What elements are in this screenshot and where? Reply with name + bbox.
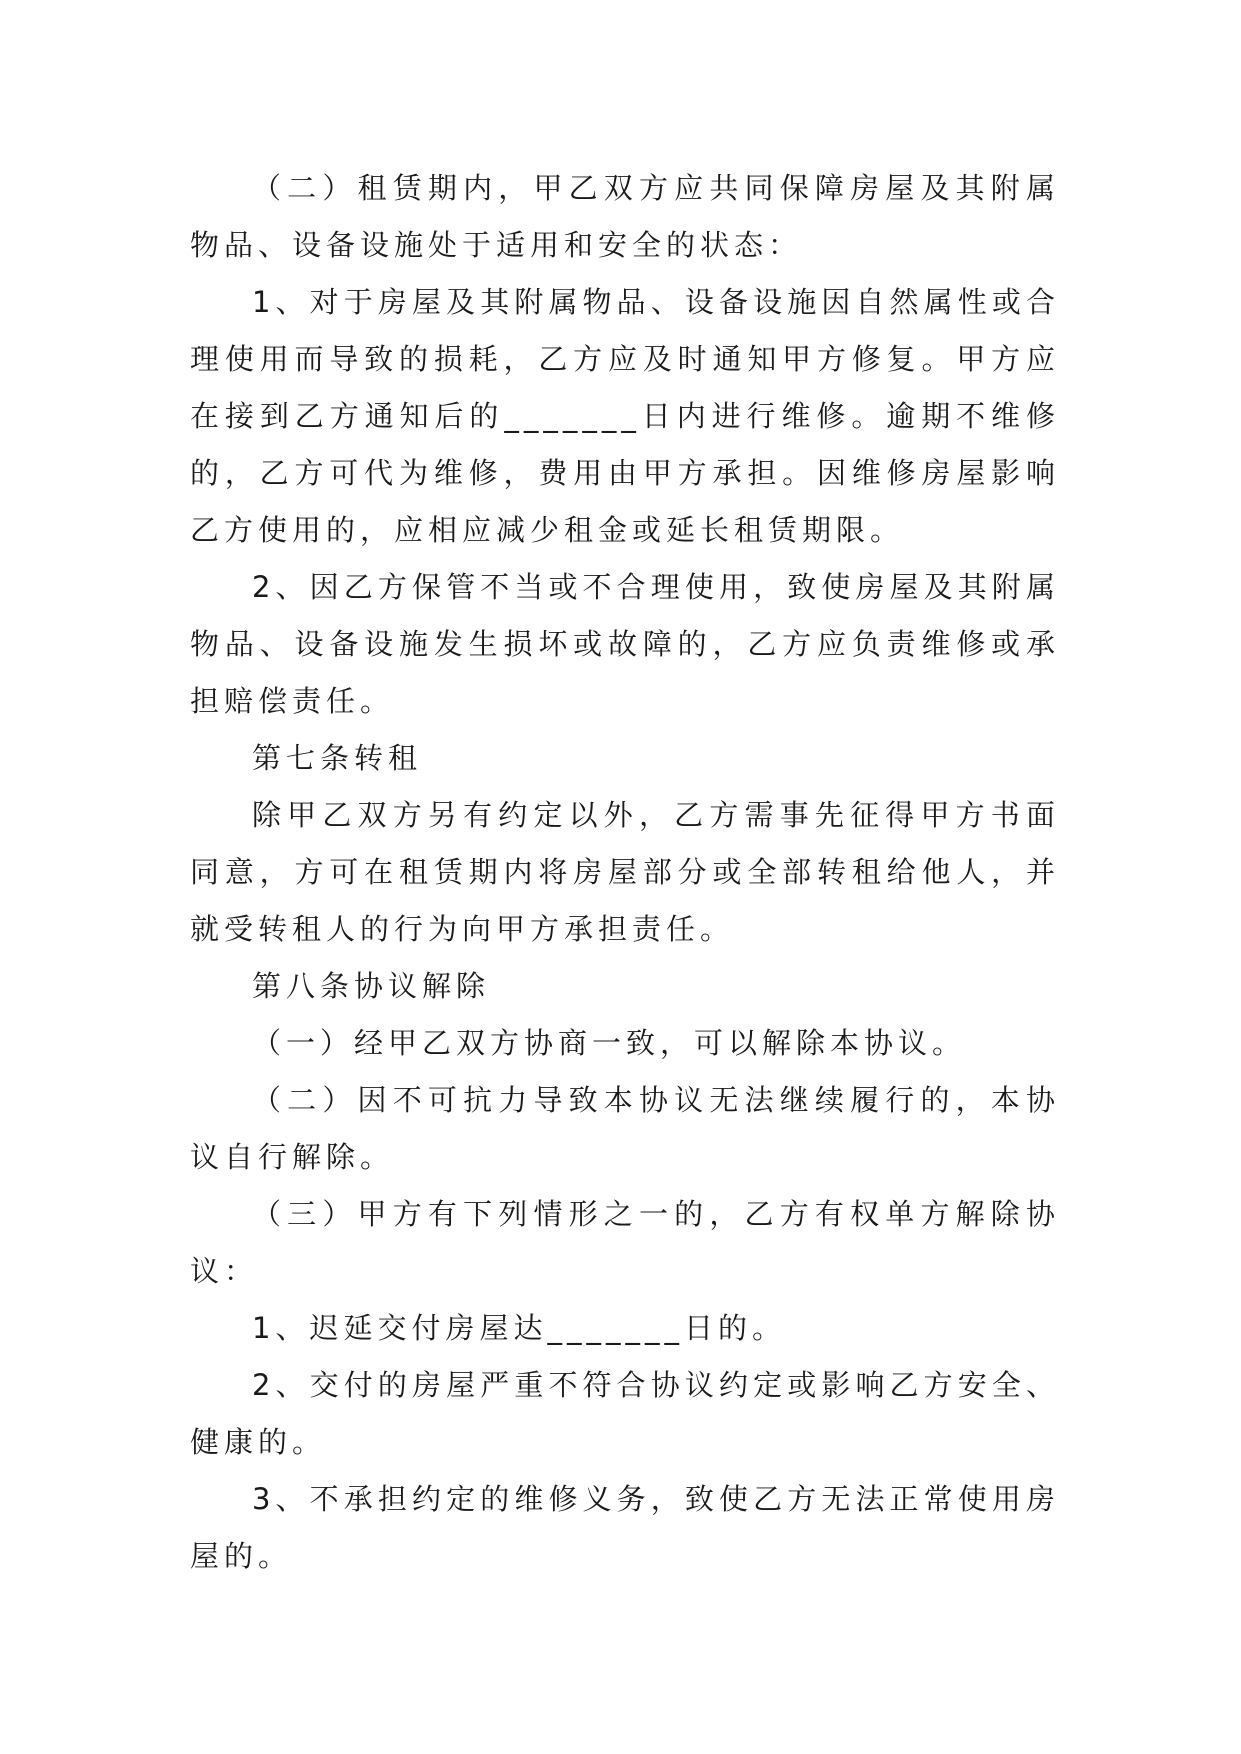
paragraph-clause-8-3-item-2: 2、交付的房屋严重不符合协议约定或影响乙方安全、健康的。: [190, 1368, 1060, 1459]
paragraph-clause-8-3-item-1: 1、迟延交付房屋达_______日的。: [252, 1311, 786, 1345]
heading-article-8: 第八条协议解除: [252, 969, 491, 1003]
paragraph-article-7-body: 除甲乙双方另有约定以外，乙方需事先征得甲方书面同意，方可在租赁期内将房屋部分或全部转租给他人，并就受转租人的行为向甲方承担责任。: [190, 798, 1060, 946]
document-body: [190, 160, 1060, 1585]
heading-article-7: 第七条转租: [252, 741, 423, 775]
paragraph-clause-8-3: （三）甲方有下列情形之一的，乙方有权单方解除协议：: [190, 1197, 1060, 1288]
paragraph-clause-6-2-item-1: 1、对于房屋及其附属物品、设备设施因自然属性或合理使用而导致的损耗，乙方应及时通知甲方修复。甲方应在接到乙方通知后的_______日内进行维修。逾期不维修的，乙方可代为维修，费用由甲方承担。因维修房屋影响乙方使用的，应相应减少租金或延长租赁期限。: [190, 285, 1060, 547]
paragraph-clause-6-2: （二）租赁期内，甲乙双方应共同保障房屋及其附属物品、设备设施处于适用和安全的状态：: [190, 171, 1060, 262]
paragraph-clause-8-1: （一）经甲乙双方协商一致，可以解除本协议。: [252, 1026, 967, 1060]
paragraph-clause-8-3-item-3: 3、不承担约定的维修义务，致使乙方无法正常使用房屋的。: [190, 1482, 1060, 1573]
paragraph-clause-8-2: （二）因不可抗力导致本协议无法继续履行的，本协议自行解除。: [190, 1083, 1060, 1174]
paragraph-clause-6-2-item-2: 2、因乙方保管不当或不合理使用，致使房屋及其附属物品、设备设施发生损坏或故障的，乙方应负责维修或承担赔偿责任。: [190, 570, 1060, 718]
